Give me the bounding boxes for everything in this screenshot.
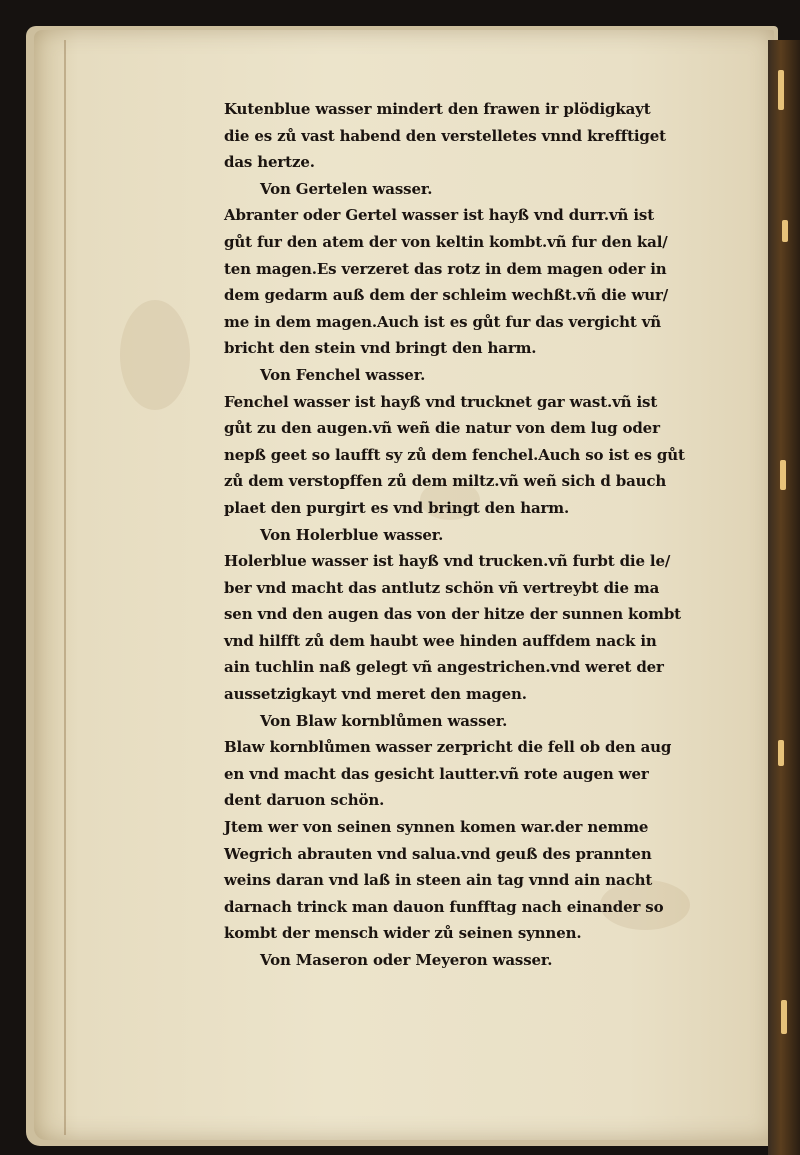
text-line: dem gedarm auß dem der schleim wechßt.vñ die wur/ bbox=[224, 286, 669, 305]
text-line: das hertze. bbox=[224, 153, 315, 172]
text-line: Fenchel wasser ist hayß vnd trucknet gar wast.vñ ist bbox=[224, 392, 658, 411]
text-line: aussetzigkayt vnd meret den magen. bbox=[224, 685, 527, 704]
page-edge-mark bbox=[778, 70, 784, 110]
text-line: gůt zu den augen.vñ weñ die natur von dem lug oder bbox=[224, 419, 660, 438]
text-line: ain tuchlin naß gelegt vñ angestrichen.vnd weret der bbox=[224, 658, 664, 677]
text-line: weins daran vnd laß in steen ain tag vnnd ain nacht bbox=[224, 871, 653, 890]
section-heading: Von Blaw kornblůmen wasser. bbox=[260, 711, 508, 730]
text-line: Kutenblue wasser mindert den frawen ir plödigkayt bbox=[224, 100, 651, 118]
section-heading: Von Holerblue wasser. bbox=[260, 525, 444, 544]
text-line: plaet den purgirt es vnd bringt den harm. bbox=[224, 498, 570, 517]
text-line: ber vnd macht das antlutz schön vñ vertreybt die ma bbox=[224, 578, 660, 597]
section-heading: Von Maseron oder Meyeron wasser. bbox=[260, 951, 553, 969]
page-edge-mark bbox=[782, 220, 788, 242]
text-line: bricht den stein vnd bringt den harm. bbox=[224, 339, 537, 358]
text-line: dent daruon schön. bbox=[224, 791, 385, 810]
text-line: sen vnd den augen das von der hitze der sunnen kombt bbox=[224, 605, 681, 624]
page-edge-mark bbox=[778, 740, 784, 766]
section-heading: Von Gertelen wasser. bbox=[260, 179, 433, 198]
page-gutter-edge bbox=[64, 40, 66, 1135]
text-line: die es zů vast habend den verstelletes vnnd krefftiget bbox=[224, 126, 666, 145]
text-line: darnach trinck man dauon funfftag nach einander so bbox=[224, 897, 664, 916]
text-line: zů dem verstopffen zů dem miltz.vñ weñ sich d bauch bbox=[224, 472, 667, 491]
text-line: Wegrich abrauten vnd salua.vnd geuß des prannten bbox=[224, 844, 652, 863]
text-line: Abranter oder Gertel wasser ist hayß vnd durr.vñ ist bbox=[224, 206, 654, 225]
text-line: me in dem magen.Auch ist es gůt fur das vergicht vñ bbox=[224, 312, 662, 331]
page-edge-mark bbox=[781, 1000, 787, 1034]
text-line: vnd hilfft zů dem haubt wee hinden auffdem nack in bbox=[224, 631, 657, 650]
paper-stain bbox=[120, 300, 190, 410]
text-line: ten magen.Es verzeret das rotz in dem magen oder in bbox=[224, 259, 667, 278]
text-line: Blaw kornblůmen wasser zerpricht die fell ob den aug bbox=[224, 738, 672, 757]
text-line: en vnd macht das gesicht lautter.vñ rote augen wer bbox=[224, 764, 649, 783]
text-line: nepß geet so laufft sy zů dem fenchel.Auch so ist es gůt bbox=[224, 445, 685, 464]
section-heading: Von Fenchel wasser. bbox=[260, 365, 426, 384]
text-line: gůt fur den atem der von keltin kombt.vñ fur den kal/ bbox=[224, 232, 668, 251]
text-line: kombt der mensch wider zů seinen synnen. bbox=[224, 924, 582, 943]
text-line: Holerblue wasser ist hayß vnd trucken.vñ furbt die le/ bbox=[224, 552, 671, 571]
printed-text-block bbox=[224, 96, 724, 974]
text-line: Jtem wer von seinen synnen komen war.der nemme bbox=[224, 818, 649, 837]
page-edge-mark bbox=[780, 460, 786, 490]
adjacent-page-edge bbox=[768, 40, 800, 1155]
